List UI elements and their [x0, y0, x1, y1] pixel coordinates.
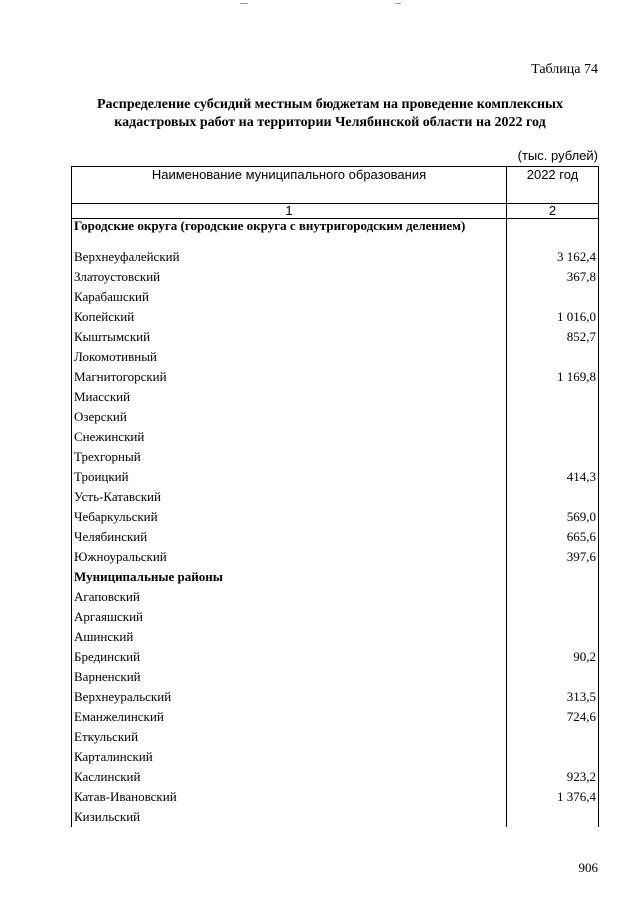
subsidy-value: 397,6 [507, 547, 599, 567]
subsidy-value: 1 016,0 [507, 307, 599, 327]
subsidy-value [507, 727, 599, 747]
table-row [72, 587, 599, 607]
municipality-name: Южноуральский [72, 547, 507, 567]
municipality-name: Чебаркульский [72, 507, 507, 527]
municipality-name: Ашинский [72, 627, 507, 647]
subsidy-value [507, 607, 599, 627]
subsidy-table [71, 166, 599, 846]
table-row [72, 407, 599, 427]
table-row [72, 247, 599, 267]
subsidy-value: 414,3 [507, 467, 599, 487]
table-header-row [72, 167, 599, 204]
group-title: Муниципальные районы [72, 567, 507, 587]
group-value-cell [507, 567, 599, 587]
subsidy-value [507, 447, 599, 467]
table-row [72, 607, 599, 627]
column-number-1: 1 [72, 204, 507, 219]
table-row [72, 647, 599, 667]
table-row [72, 627, 599, 647]
subsidy-value: 569,0 [507, 507, 599, 527]
table-row [72, 727, 599, 747]
municipality-name: Озерский [72, 407, 507, 427]
subsidy-value: 90,2 [507, 647, 599, 667]
municipality-name: Челябинский [72, 527, 507, 547]
table-row [72, 787, 599, 807]
scan-speck [395, 3, 401, 4]
municipality-name: Верхнеуральский [72, 687, 507, 707]
page-number: 906 [578, 860, 598, 875]
table-row [72, 327, 599, 347]
municipality-name: Кизильский [72, 807, 507, 827]
group-header-row [72, 567, 599, 587]
column-header-year: 2022 год [507, 167, 599, 204]
table-row [72, 747, 599, 767]
subsidy-value [507, 427, 599, 447]
scan-speck [240, 3, 248, 4]
municipality-name: Карталинский [72, 747, 507, 767]
municipality-name: Еткульский [72, 727, 507, 747]
subsidy-value [507, 747, 599, 767]
municipality-name: Троицкий [72, 467, 507, 487]
group-value-cell [507, 219, 599, 248]
subsidy-value: 1 169,8 [507, 367, 599, 387]
municipality-name: Карабашский [72, 287, 507, 307]
column-header-name: Наименование муниципального образования [72, 167, 507, 204]
municipality-name: Аргаяшский [72, 607, 507, 627]
subsidy-value [507, 347, 599, 367]
subsidy-value [507, 287, 599, 307]
table-row [72, 467, 599, 487]
subsidy-value [507, 587, 599, 607]
table-row [72, 707, 599, 727]
table-row [72, 487, 599, 507]
subsidy-value [507, 387, 599, 407]
table-row [72, 507, 599, 527]
table-row [72, 547, 599, 567]
table-row [72, 427, 599, 447]
subsidy-value: 852,7 [507, 327, 599, 347]
municipality-name: Трехгорный [72, 447, 507, 467]
subsidy-value: 724,6 [507, 707, 599, 727]
municipality-name: Кыштымский [72, 327, 507, 347]
municipality-name: Снежинский [72, 427, 507, 447]
table-row [72, 687, 599, 707]
municipality-name: Брединский [72, 647, 507, 667]
table-row [72, 767, 599, 787]
subsidy-value: 367,8 [507, 267, 599, 287]
municipality-name: Миасский [72, 387, 507, 407]
group-title: Городские округа (городские округа с внутригородским делением) [72, 219, 507, 248]
table-row [72, 367, 599, 387]
municipality-name: Агаповский [72, 587, 507, 607]
subsidy-value [507, 667, 599, 687]
table-label: Таблица 74 [531, 62, 598, 77]
municipality-name: Копейский [72, 307, 507, 327]
municipality-name: Еманжелинский [72, 707, 507, 727]
table-row [72, 807, 599, 827]
municipality-name: Усть-Катавский [72, 487, 507, 507]
table-row [72, 527, 599, 547]
units-label: (тыс. рублей) [517, 148, 598, 163]
group-header-row [72, 219, 599, 248]
table-row [72, 387, 599, 407]
subsidy-value [507, 407, 599, 427]
municipality-name: Катав-Ивановский [72, 787, 507, 807]
subsidy-value [507, 487, 599, 507]
document-title: Распределение субсидий местным бюджетам на проведение комплексных кадастровых работ на территории Челябинской области на 2022 год [96, 97, 563, 130]
municipality-name: Каслинский [72, 767, 507, 787]
municipality-name: Магнитогорский [72, 367, 507, 387]
column-number-row [72, 204, 599, 219]
subsidy-value: 923,2 [507, 767, 599, 787]
subsidy-value: 1 376,4 [507, 787, 599, 807]
municipality-name: Верхнеуфалейский [72, 247, 507, 267]
table-row [72, 447, 599, 467]
subsidy-value: 665,6 [507, 527, 599, 547]
table-row [72, 287, 599, 307]
municipality-name: Варненский [72, 667, 507, 687]
subsidy-value [507, 807, 599, 827]
table-row [72, 347, 599, 367]
subsidy-value [507, 627, 599, 647]
table-row [72, 267, 599, 287]
municipality-name: Локомотивный [72, 347, 507, 367]
subsidy-value: 3 162,4 [507, 247, 599, 267]
table-row [72, 667, 599, 687]
column-number-2: 2 [507, 204, 599, 219]
municipality-name: Златоустовский [72, 267, 507, 287]
table-row [72, 307, 599, 327]
subsidy-value: 313,5 [507, 687, 599, 707]
